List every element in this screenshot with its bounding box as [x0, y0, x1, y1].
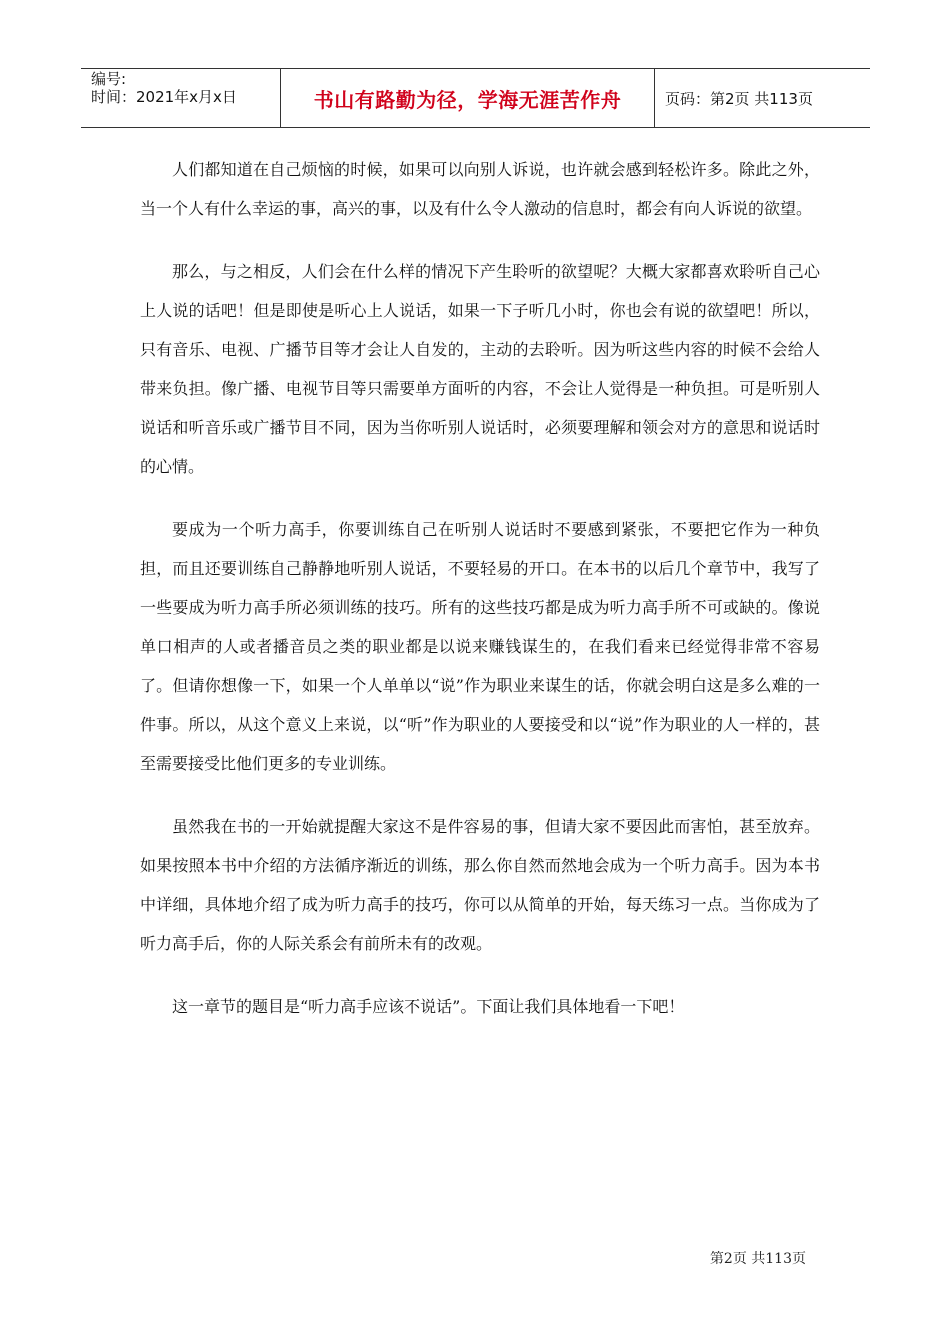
header-motto: 书山有路勤为径，学海无涯苦作舟	[281, 69, 655, 127]
paragraph-3: 要成为一个听力高手，你要训练自己在听别人说话时不要感到紧张，不要把它作为一种负担，而且还要训练自己静静地听别人说话，不要轻易的开口。在本书的以后几个章节中，我写了一些要成为听力高手所必须训练的技巧。所有的这些技巧都是成为听力高手所不可或缺的。像说单口相声的人或者播音员之类的职业都是以说来赚钱谋生的，在我们看来已经觉得非常不容易了。但请你想像一下，如果一个人单单以“说”作为职业来谋生的话，你就会明白这是多么难的一件事。所以，从这个意义上来说，以“听”作为职业的人要接受和以“说”作为职业的人一样的，甚至需要接受比他们更多的专业训练。	[140, 520, 820, 773]
header-page-info: 页码：第2页 共113页	[665, 89, 813, 108]
paragraph-5: 这一章节的题目是“听力高手应该不说话”。下面让我们具体地看一下吧！	[172, 997, 685, 1016]
document-body	[140, 150, 820, 1050]
document-number-label: 编号:	[91, 70, 127, 88]
document-time: 时间：2021年x月x日	[91, 88, 237, 106]
page-header	[81, 68, 870, 128]
paragraph-1: 人们都知道在自己烦恼的时候，如果可以向别人诉说，也许就会感到轻松许多。除此之外，当一个人有什么幸运的事，高兴的事，以及有什么令人激动的信息时，都会有向人诉说的欲望。	[140, 160, 820, 218]
page-footer: 第2页 共113页	[709, 1251, 806, 1267]
paragraph-4: 虽然我在书的一开始就提醒大家这不是件容易的事，但请大家不要因此而害怕，甚至放弃。如果按照本书中介绍的方法循序渐近的训练，那么你自然而然地会成为一个听力高手。因为本书中详细，具体地介绍了成为听力高手的技巧，你可以从简单的开始，每天练习一点。当你成为了听力高手后，你的人际关系会有前所未有的改观。	[140, 817, 820, 953]
paragraph-2: 那么，与之相反，人们会在什么样的情况下产生聆听的欲望呢？大概大家都喜欢聆听自己心上人说的话吧！但是即使是听心上人说话，如果一下子听几小时，你也会有说的欲望吧！所以，只有音乐、电视、广播节目等才会让人自发的，主动的去聆听。因为听这些内容的时候不会给人带来负担。像广播、电视节目等只需要单方面听的内容，不会让人觉得是一种负担。可是听别人说话和听音乐或广播节目不同，因为当你听别人说话时，必须要理解和领会对方的意思和说话时的心情。	[140, 262, 820, 476]
header-meta	[81, 69, 281, 127]
